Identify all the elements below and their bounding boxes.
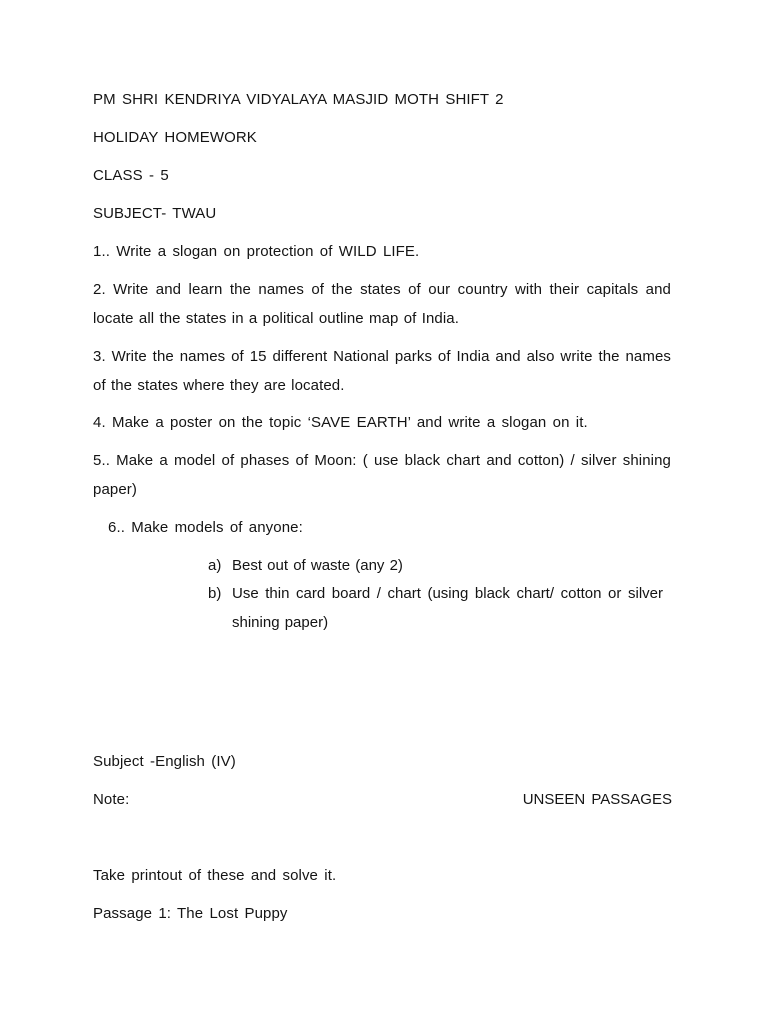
sub-item-marker: a) — [208, 557, 222, 574]
school-title: PM SHRI KENDRIYA VIDYALAYA MASJID MOTH SHIFT 2 — [93, 91, 504, 108]
homework-heading: HOLIDAY HOMEWORK — [93, 129, 257, 146]
passage-title: Passage 1: The Lost Puppy — [93, 905, 288, 922]
class-label: CLASS - 5 — [93, 167, 169, 184]
homework-item-5: 5.. Make a model of phases of Moon: ( use black chart and cotton) / silver shining paper) — [93, 452, 671, 498]
note-label: Note: — [93, 791, 130, 808]
homework-item-4: 4. Make a poster on the topic ‘SAVE EARTH’ and write a slogan on it. — [93, 414, 588, 431]
homework-item-3: 3. Write the names of 15 different National parks of India and also write the names of the states where they are located. — [93, 348, 671, 394]
sub-item-marker: b) — [208, 585, 222, 602]
english-subject-label: Subject -English (IV) — [93, 753, 236, 770]
homework-item-2: 2. Write and learn the names of the states of our country with their capitals and locate all the states in a political outline map of India. — [93, 281, 671, 327]
homework-item-1: 1.. Write a slogan on protection of WILD LIFE. — [93, 243, 420, 260]
unseen-passages-label: UNSEEN PASSAGES — [522, 791, 672, 808]
instruction-text: Take printout of these and solve it. — [93, 867, 337, 884]
subject-label: SUBJECT- TWAU — [93, 205, 217, 222]
sub-item-a — [208, 552, 663, 581]
sub-item-b — [208, 580, 663, 637]
homework-item-6: 6.. Make models of anyone: — [108, 519, 303, 536]
sub-item-text: Use thin card board / chart (using black chart/ cotton or silver shining paper) — [232, 585, 663, 631]
sub-item-text: Best out of waste (any 2) — [232, 557, 403, 574]
